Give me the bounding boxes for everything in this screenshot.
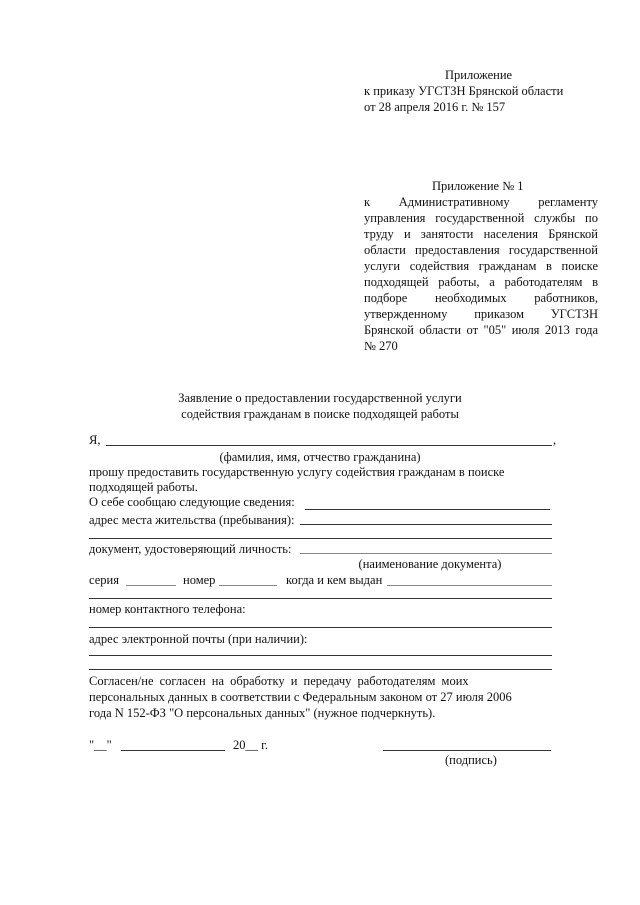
number-field[interactable] <box>219 585 277 586</box>
series-field[interactable] <box>126 585 176 586</box>
phone-label: номер контактного телефона: <box>89 602 246 616</box>
address-field[interactable] <box>300 524 552 525</box>
issued-field-2[interactable] <box>89 598 552 599</box>
issued-field[interactable] <box>387 585 552 586</box>
address-label: адрес места жительства (пребывания): <box>89 513 295 527</box>
issued-label: когда и кем выдан <box>286 573 383 587</box>
consent-line3: года N 152-ФЗ "О персональных данных" (нужное подчеркнуть). <box>89 706 436 720</box>
appendix2-line: подборе необходимых работников, <box>364 291 598 305</box>
document-field[interactable] <box>300 553 552 554</box>
appendix2-line: утвержденному приказом УГСТЗН <box>364 307 598 321</box>
date-month-field[interactable] <box>121 750 225 751</box>
fio-comma: , <box>553 433 557 447</box>
appendix2-line: Брянской области от "05" июля 2013 года <box>364 323 598 337</box>
appendix1-title: Приложение <box>445 68 513 82</box>
about-label: О себе сообщаю следующие сведения: <box>89 495 295 509</box>
appendix2-line: области предоставления государственной <box>364 243 598 257</box>
email-label: адрес электронной почты (при наличии): <box>89 632 308 646</box>
appendix2-line: подходящей работы, а работодателям в <box>364 275 598 289</box>
email-field-2[interactable] <box>89 669 552 670</box>
appendix2-line: к Административному регламенту <box>364 195 598 209</box>
fio-caption: (фамилия, имя, отчество гражданина) <box>219 450 421 464</box>
signature-field[interactable] <box>383 750 551 751</box>
address-field-2[interactable] <box>89 538 552 539</box>
series-label: серия <box>89 573 119 587</box>
date-year: 20__ г. <box>233 738 268 752</box>
email-field[interactable] <box>89 655 552 656</box>
about-field[interactable] <box>305 509 550 510</box>
document-label: документ, удостоверяющий личность: <box>89 542 292 556</box>
form-heading-line1: Заявление о предоставлении государственной услуги <box>178 391 462 405</box>
appendix2-line: услуги содействия гражданам в поиске <box>364 259 598 273</box>
appendix2-line: управления государственной службы по <box>364 211 598 225</box>
form-heading-line2: содействия гражданам в поиске подходящей работы <box>181 407 459 421</box>
number-label: номер <box>183 573 216 587</box>
consent-line1: Согласен/не согласен на обработку и передачу работодателям моих <box>89 674 469 688</box>
appendix1-order-line: к приказу УГСТЗН Брянской области <box>364 84 564 98</box>
signature-caption: (подпись) <box>445 753 497 767</box>
i-label: Я, <box>89 433 101 447</box>
request-line1: прошу предоставить государственную услугу содействия гражданам в поиске <box>89 465 505 479</box>
date-day: "__" <box>89 738 112 752</box>
document-caption: (наименование документа) <box>358 557 502 571</box>
phone-field[interactable] <box>89 627 552 628</box>
appendix2-title: Приложение № 1 <box>432 179 524 193</box>
request-line2: подходящей работы. <box>89 480 198 494</box>
appendix2-number: № 270 <box>364 339 398 353</box>
appendix1-date-line: от 28 апреля 2016 г. № 157 <box>364 100 506 114</box>
consent-line2: персональных данных в соответствии с Федеральным законом от 27 июля 2006 <box>89 690 512 704</box>
fio-field[interactable] <box>106 445 552 446</box>
appendix2-line: труду и занятости населения Брянской <box>364 227 598 241</box>
appendix2-body <box>364 194 598 338</box>
